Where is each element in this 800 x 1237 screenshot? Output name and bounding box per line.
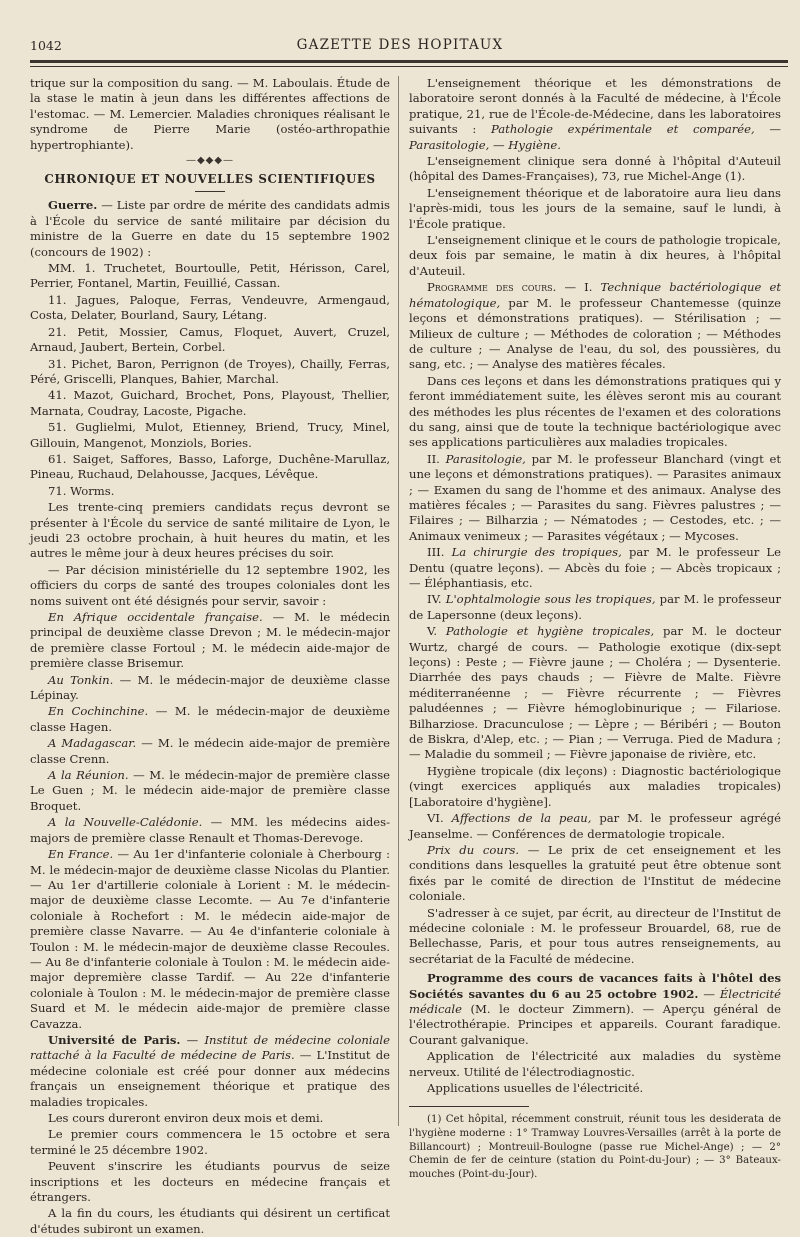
footnote: (1) Cet hôpital, récemment construit, réunit tous les desiderata de l'hygiène moderne : 1° Tramway Louvres-Versailles (arrêt à la porte de Billancourt) ; Montreuil-Boulogne (passe rue Michel-Ange) ; — 2° Chemin de fer de ceinture (station du Point-du-Jour) ; — 3° Bateaux-mouches (Point-du-Jour). [409,1114,781,1180]
inscription-paragraph: Peuvent s'inscrire les étudiants pourvus de seize inscriptions et les docteurs en médecine français et étrangers. [30,1159,390,1205]
posting-text: — M. le médecin principal de deuxième classe Drevon ; M. le médecin-major de première classe Fortoul ; M. le médecin aide-major de première classe Brisemur. [30,610,390,671]
prix-paragraph [409,843,781,905]
running-title: GAZETTE DES HOPITAUX [296,37,504,53]
posting-place: A la Réunion. [48,768,129,783]
programme-ii-paragraph: II. Parasitologie, par M. le professeur Blanchard (vingt et une leçons et démonstrations pratiques). — Parasites animaux ; — Examen du sang de l'homme et des animaux. Analyse des matières fécales ; — Parasites du sang. Fièvres palustres ; — Filaires ; — Bilharzia ; — Nématodes ; — Cestodes, etc. ; — Animaux venimeux ; — Parasites végétaux ; — Mycoses. [409,451,781,543]
programme-iii-paragraph: III. La chirurgie des tropiques, par M. le professeur Le Dentu (quatre leçons). — Abcès du foie ; — Abcès tropicaux ; — Éléphantiasis, etc. [409,545,781,590]
posting-text: — M. le médecin aide-major de première classe Crenn. [30,736,390,766]
programme-iv-title: L'ophtalmologie sous les tropiques, [445,592,656,607]
candidate-list-item: 11. Jagues, Paloque, Ferras, Vendeuvre, Armengaud, Costa, Delater, Bourland, Saury, Létang. [30,292,390,323]
page-number: 1042 [30,38,62,53]
vacances-lead: Programme des cours de vacances faits à l'hôtel des Sociétés savantes du 6 au 25 octobre 1902. [409,971,781,1001]
posting-text: — M. le médecin-major de deuxième classe Lépinay. [30,672,390,703]
left-column [30,76,390,1236]
posting-paragraph [30,673,390,704]
cours-duree-paragraph: Les cours dureront environ deux mois et demi. [48,1111,324,1125]
posting-text: — MM. les médecins aides-majors de première classe Renault et Thomas-Derevoge. [30,815,390,845]
enseignement-text: L'enseignement théorique et les démonstrations de laboratoire seront donnés à la Faculté de médecine, à l'École pratique, 21, rue de l'École-de-Médecine, dans les laboratoires suivants : [409,76,781,137]
vacances-text: (M. le docteur Zimmern). — Aperçu général de l'électrothérapie. Principes et appareils. Courant faradique. Courant galvanique. [409,1001,781,1047]
guerre-paragraph [30,198,390,260]
posting-place: A la Nouvelle-Calédonie. [48,815,203,830]
header-rule-thick [30,60,788,63]
candidate-list-item: 61. Saiget, Saffores, Basso, Laforge, Duchêne-Marullaz, Pineau, Ruchaud, Delahousse, Jacques, Lévêque. [30,451,390,482]
enseignement-paragraph [409,76,781,153]
posting-paragraph [30,815,390,846]
trente-cinq-paragraph: Les trente-cinq premiers candidats reçus devront se présenter à l'École du service de santé militaire de Lyon, le jeudi 23 octobre prochain, à huit heures du matin, et les autres le même jour à deux heures précises du soir. [30,500,390,561]
section-heading: CHRONIQUE ET NOUVELLES SCIENTIFIQUES [44,172,376,187]
posting-text: — M. le médecin-major de deuxième classe Hagen. [30,704,390,734]
programme-ii-text: par M. le professeur Blanchard (vingt et une leçons et démonstrations pratiques). — Parasites animaux ; — Examen du sang de l'homme et des animaux. Analyse des matières fécales ; — Parasites du sang. Fièvres palustres ; — Filaires ; — Bilharzia ; — Nématodes ; — Cestodes, etc. ; — Animaux venimeux ; — Parasites végétaux ; — Mycoses. [409,451,781,543]
programme-vi-paragraph: VI. Affections de la peau, par M. le professeur agrégé Jeanselme. — Conférences de dermatologie tropicale. [409,811,781,841]
programme-vi-title: Affections de la peau, [451,811,592,826]
heading-rule [195,191,225,192]
programme-iv-paragraph: IV. L'ophtalmologie sous les tropiques, par M. le professeur de Lapersonne (deux leçons). [409,592,782,622]
programme-iii-text: par M. le professeur Le Dentu (quatre leçons). — Abcès du foie ; — Abcès tropicaux ; — Éléphantiasis, etc. [409,545,781,590]
programme-v-paragraph: V. Pathologie et hygiène tropicales, par M. le docteur Wurtz, chargé de cours. — Pathologie exotique (dix-sept leçons) : Peste ; — Fièvre jaune ; — Choléra ; — Dysenterie. Diarrhée des pays chauds ; — Fièvre de Malte. Fièvre méditerranéenne ; — Fièvre récurrente ; — Fièvres paludéennes ; — Fièvre hémoglobinurique ; — Filariose. Bilharziose. Dracunculose ; — Lèpre ; — Béribéri ; — Bouton de Biskra, d'Alep, etc. ; — Pian ; — Verruga. Pied de Madura ; — Maladie du sommeil ; — Fièvre japonaise de rivière, etc. [409,624,782,762]
universite-text: — L'Institut de médecine coloniale est créé pour donner aux médecins français un enseignement théorique et pratique des maladies tropicales. [30,1048,390,1109]
column-divider [398,76,399,1126]
demonstrations-paragraph: Dans ces leçons et dans les démonstrations pratiques qui y feront immédiatement suite, les élèves seront mis au courant des méthodes les plus récentes de l'examen et des colorations du sang, ainsi que de toute la technique bactériologique avec ses applications particulières aux maladies tropicales. [409,373,781,450]
ornament-divider: —◆◆◆— [185,155,235,167]
posting-paragraph [30,736,390,767]
guerre-text: — Liste par ordre de mérite des candidats admis à l'École du service de santé militaire par décision du ministre de la Guerre en date du 15 septembre 1902 (concours de 1902) : [30,198,390,259]
programme-i-text: par M. le professeur Chantemesse (quinze leçons et démonstrations pratiques). — Stérilisation ; — Milieux de culture ; — Méthodes de coloration ; — Méthodes de culture ; — Analyse de l'eau, du sol, des poussières, du sang, etc. ; — Analyse des matières fécales. [409,295,781,372]
candidate-list-item: 51. Guglielmi, Mulot, Etienney, Briend, Trucy, Minel, Gillouin, Mangenot, Monziols, Bories. [30,420,390,450]
candidate-list-item: 21. Petit, Mossier, Camus, Floquet, Auvert, Cruzel, Arnaud, Jaubert, Bertein, Corbel. [30,324,390,355]
candidate-list-item: 71. Worms. [48,483,115,498]
candidate-list-item: 31. Pichet, Baron, Perrignon (de Troyes), Chailly, Ferras, Péré, Griscelli, Planques, Bahier, Marchal. [30,356,390,386]
posting-paragraph [30,610,390,672]
programme-paragraph: Programme des cours. — I. Technique bactériologique et hématologique, par M. le professeur Chantemesse (quinze leçons et démonstrations pratiques). — Stérilisation ; — Milieux de culture ; — Méthodes de coloration ; — Méthodes de culture ; — Analyse de l'eau, du sol, des poussières, du sang, etc. ; — Analyse des matières fécales. [409,280,781,372]
posting-place: Au Tonkin. [48,672,114,687]
posting-text: — M. le médecin-major de première classe Le Guen ; M. le médecin aide-major de première classe Broquet. [30,768,390,813]
hygiene-paragraph: Hygiène tropicale (dix leçons) : Diagnostic bactériologique (vingt exercices appliqués aux maladies tropicales) [Laboratoire d'hygiène]. [409,763,781,809]
header-rule-thin [30,66,788,67]
programme-label: Programme des cours. [427,280,557,295]
laboratoires-list: Pathologie expérimentale et comparée, — Parasitologie, — Hygiène. [409,122,781,152]
application-paragraph: Application de l'électricité aux maladies du système nerveux. Utilité de l'électrodiagnostic. [409,1049,781,1079]
posting-paragraph [30,704,390,735]
decision-paragraph: — Par décision ministérielle du 12 septembre 1902, les officiers du corps de santé des troupes coloniales dont les noms suivent ont été désignés pour servir, savoir : [30,562,390,608]
programme-iv-text: par M. le professeur de Lapersonne (deux leçons). [409,592,782,622]
programme-i-title: Technique bactériologique et hématologique, [409,280,781,310]
intro-paragraph: trique sur la composition du sang. — M. Laboulais. Étude de la stase le matin à jeun dans les différentes affections de l'estomac. — M. Lemercier. Maladies chroniques réalisant le syndrome de Pierre Marie (ostéo-arthropathie hypertrophiante). [30,76,390,152]
posting-place: En Afrique occidentale française. [48,610,263,624]
usuelles-paragraph: Applications usuelles de l'électricité. [427,1081,644,1095]
programme-v-title: Pathologie et hygiène tropicales, [445,624,655,639]
candidate-list-item: MM. 1. Truchetet, Bourtoulle, Petit, Hérisson, Carel, Perrier, Fontanel, Martin, Feuillié, Cassan. [30,261,390,291]
universite-subtitle: — Institut de médecine coloniale rattaché à la Faculté de médecine de Paris. [30,1032,390,1063]
clinique-paragraph: L'enseignement clinique sera donné à l'hôpital d'Auteuil (hôpital des Dames-Françaises), 73, rue Michel-Ange (1). [409,154,781,184]
vacances-title: Électricité médicale [409,986,781,1016]
posting-place: En France. [48,847,114,862]
certificat-paragraph: A la fin du cours, les étudiants qui désirent un certificat d'études subiront un examen. [30,1206,390,1236]
right-column [409,76,782,1180]
universite-paragraph [30,1033,390,1110]
posting-paragraph [30,768,390,814]
programme-iii-title: La chirurgie des tropiques, [451,545,622,560]
sadresser-paragraph: S'adresser à ce sujet, par écrit, au directeur de l'Institut de médecine coloniale : M. le professeur Brouardel, 68, rue de Bellechasse, Paris, et pour tous autres renseignements, au secrétariat de la Faculté de médecine. [409,905,781,966]
posting-paragraph [30,847,390,1032]
programme-v-text: par M. le docteur Wurtz, chargé de cours. — Pathologie exotique (dix-sept leçons) : Peste ; — Fièvre jaune ; — Choléra ; — Dysenterie. Diarrhée des pays chauds ; — Fièvre de Malte. Fièvre méditerranéenne ; — Fièvre récurrente ; — Fièvres paludéennes ; — Fièvre hémoglobinurique ; — Filariose. Bilharziose. Dracunculose ; — Lèpre ; — Béribéri ; — Bouton de Biskra, d'Alep, etc. ; — Pian ; — Verruga. Pied de Madura ; — Maladie du sommeil ; — Fièvre japonaise de rivière, etc. [409,624,782,762]
posting-text: — Au 1er d'infanterie coloniale à Cherbourg : M. le médecin-major de deuxième classe Nicolas du Plantier. — Au 1er d'artillerie coloniale à Lorient : M. le médecin-major de deuxième classe Lecomte. — Au 7e d'infanterie coloniale à Rochefort : M. le médecin aide-major de première classe Navarre. — Au 4e d'infanterie coloniale à Toulon : M. le médecin-major de deuxième classe Recoules. — Au 8e d'infanterie coloniale à Toulon : M. le médecin aide-major depremière classe Tardif. — Au 22e d'infanterie coloniale à Toulon : M. le médecin-major de première classe Suard et M. le médecin aide-major de première classe Cavazza. [30,847,390,1031]
candidate-list-item: 41. Mazot, Guichard, Brochet, Pons, Playoust, Thellier, Marnata, Coudray, Lacoste, Pigache. [30,388,390,418]
programme-vi-text: par M. le professeur agrégé Jeanselme. — Conférences de dermatologie tropicale. [409,811,781,841]
posting-place: En Cochinchine. [48,704,149,719]
universite-lead: Université de Paris. [48,1032,181,1047]
premier-cours-paragraph: Le premier cours commencera le 15 octobre et sera terminé le 25 décembre 1902. [30,1127,390,1157]
prix-text: — Le prix de cet enseignement et les conditions dans lesquelles la gratuité peut être obtenue sont fixés par le comité de direction de l'Institut de médecine coloniale. [409,842,782,904]
posting-place: A Madagascar. [48,736,137,751]
theorique-paragraph: L'enseignement théorique et de laboratoire aura lieu dans l'après-midi, tous les jours de la semaine, sauf le lundi, à l'École pratique. [409,185,781,231]
prix-label: Prix du cours. [427,842,520,857]
footnote-rule [409,1106,529,1107]
clinique-tropicale-paragraph: L'enseignement clinique et le cours de pathologie tropicale, deux fois par semaine, le matin à dix heures, à l'hôpital d'Auteuil. [409,233,781,278]
vacances-paragraph: Programme des cours de vacances faits à l'hôtel des Sociétés savantes du 6 au 25 octobre 1902. — Électricité médicale (M. le docteur Zimmern). — Aperçu général de l'électrothérapie. Principes et appareils. Courant faradique. Courant galvanique. [409,971,781,1047]
programme-ii-title: Parasitologie, [445,451,526,466]
guerre-lead: Guerre. [48,198,98,213]
